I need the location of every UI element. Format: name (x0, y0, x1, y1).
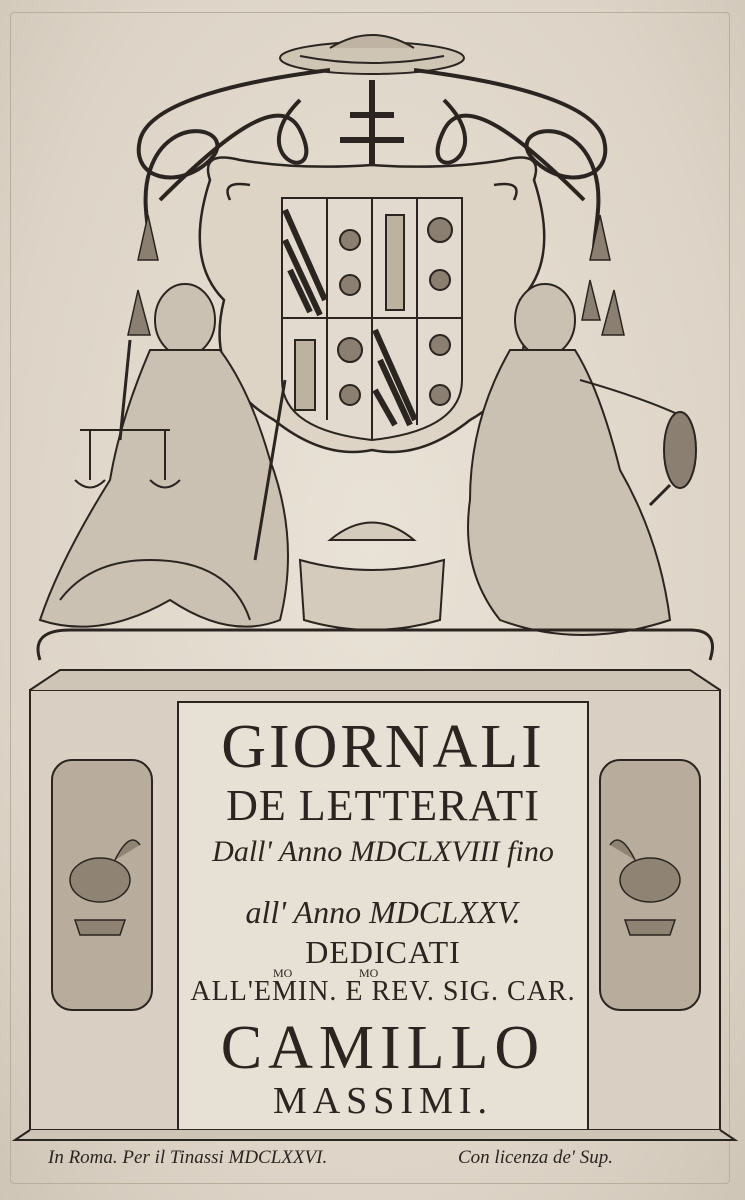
imprint-printer: In Roma. Per il Tinassi MDCLXXVI. (48, 1147, 328, 1168)
title-block (178, 712, 588, 1132)
cardinal-hat-illustration (280, 35, 464, 74)
title-giornali: GIORNALI (221, 713, 545, 781)
superscript-reverendissimo: MO (359, 966, 379, 980)
imprint-license: Con licenza de' Sup. (458, 1147, 613, 1168)
title-date-to: all' Anno MDCLXXV. (245, 894, 521, 930)
title-de-letterati: DE LETTERATI (226, 781, 540, 830)
title-dedicati: DEDICATI (305, 934, 461, 970)
title-date-from: Dall' Anno MDCLXVIII fino (212, 835, 554, 868)
title-dedicatee-honorific: ALL'EMIN. E REV. SIG. CAR. (190, 976, 576, 1007)
imprint-line (40, 1143, 700, 1173)
title-massimi: MASSIMI. (272, 1080, 494, 1122)
superscript-eminentissimo: MO (273, 966, 293, 980)
title-camillo: CAMILLO (220, 1014, 546, 1082)
coat-of-arms-shield-illustration (282, 198, 462, 440)
